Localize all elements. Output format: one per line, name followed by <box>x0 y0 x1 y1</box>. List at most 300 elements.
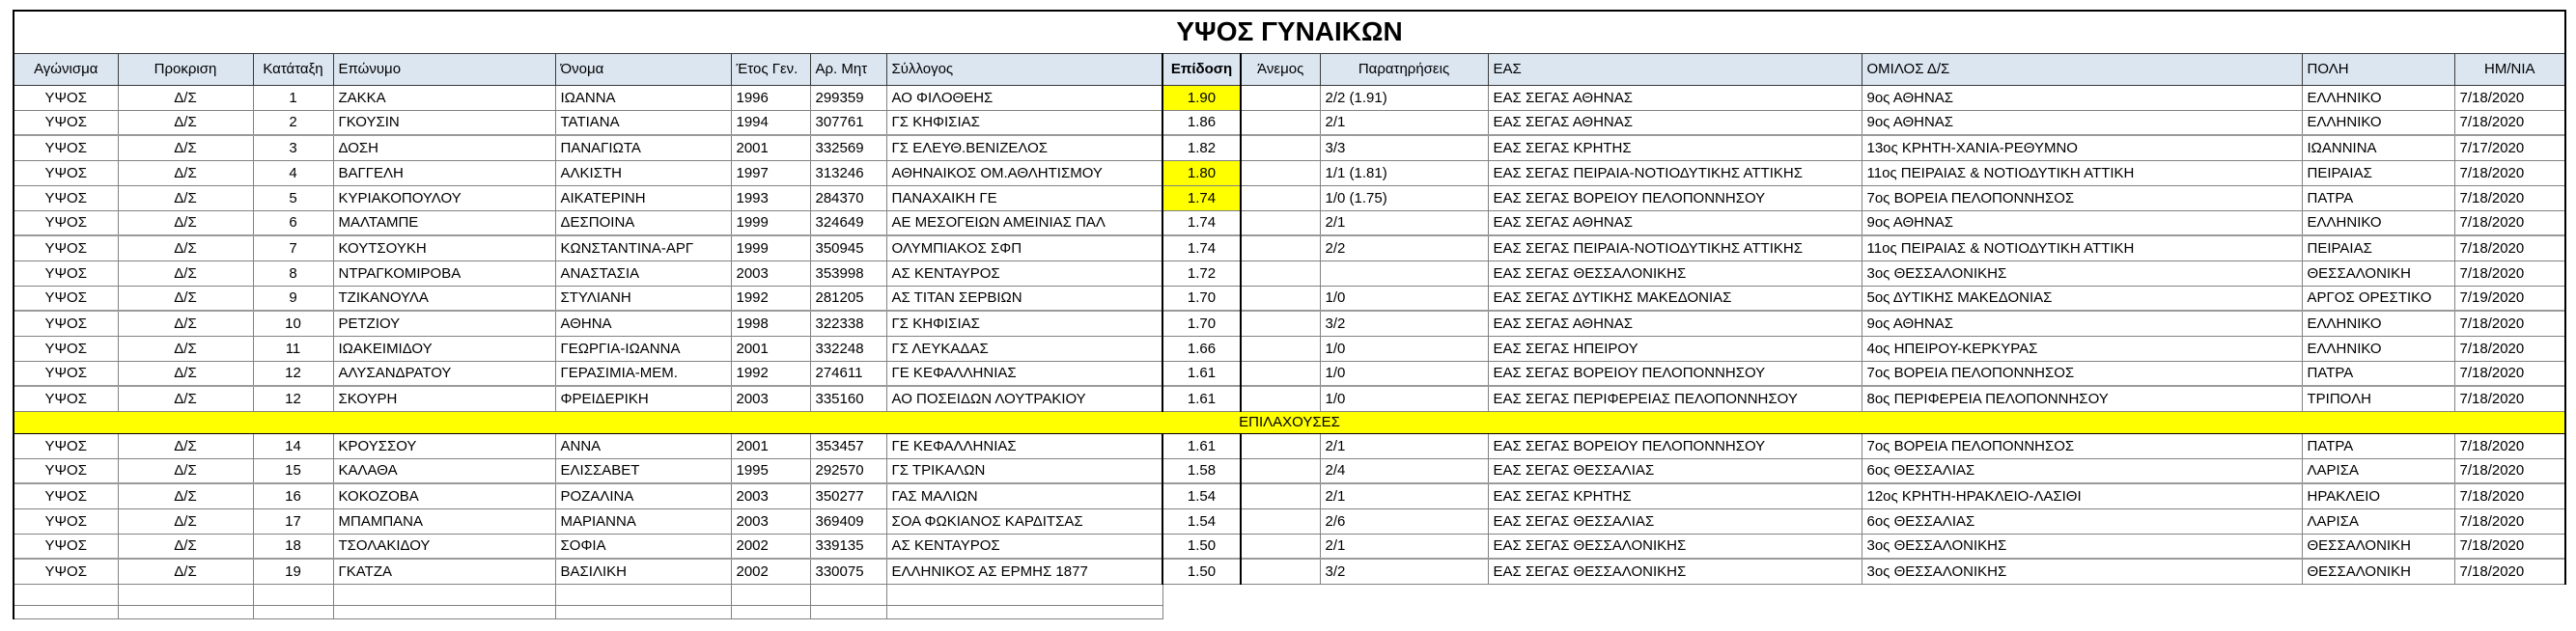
cell-birth-year: 1999 <box>731 210 810 235</box>
column-header: Παρατηρήσεις <box>1320 53 1488 85</box>
cell-qualification: Δ/Σ <box>118 386 253 411</box>
cell-wind <box>1241 210 1320 235</box>
cell-qualification: Δ/Σ <box>118 286 253 311</box>
cell-club-district: 9ος ΑΘΗΝΑΣ <box>1862 311 2302 336</box>
empty-row <box>14 584 2565 605</box>
cell-city: ΙΩΑΝΝΙΝΑ <box>2302 135 2454 160</box>
cell-date: 7/18/2020 <box>2454 210 2565 235</box>
cell-club: ΓΣ ΕΛΕΥΘ.ΒΕΝΙΖΕΛΟΣ <box>886 135 1162 160</box>
empty-cell <box>253 605 333 618</box>
cell-surname: ΚΡΟΥΣΣΟΥ <box>333 433 555 458</box>
cell-first-name: ΕΛΙΣΣΑΒΕΤ <box>555 458 731 483</box>
cell-surname: ΤΖΙΚΑΝΟΥΛΑ <box>333 286 555 311</box>
cell-eas: ΕΑΣ ΣΕΓΑΣ ΑΘΗΝΑΣ <box>1488 210 1862 235</box>
empty-cell <box>14 584 118 605</box>
empty-cell <box>555 605 731 618</box>
cell-city: ΕΛΛΗΝΙΚΟ <box>2302 85 2454 110</box>
results-table <box>13 10 2566 619</box>
cell-performance: 1.80 <box>1162 160 1241 185</box>
cell-club-district: 6ος ΘΕΣΣΑΛΙΑΣ <box>1862 458 2302 483</box>
column-header: Προκριση <box>118 53 253 85</box>
cell-rank: 12 <box>253 361 333 386</box>
table-row <box>14 361 2565 386</box>
cell-wind <box>1241 336 1320 361</box>
cell-birth-year: 2001 <box>731 336 810 361</box>
cell-event: ΥΨΟΣ <box>14 559 118 584</box>
cell-birth-year: 1997 <box>731 160 810 185</box>
cell-eas: ΕΑΣ ΣΕΓΑΣ ΚΡΗΤΗΣ <box>1488 483 1862 508</box>
cell-city: ΕΛΛΗΝΙΚΟ <box>2302 336 2454 361</box>
cell-city: ΠΑΤΡΑ <box>2302 433 2454 458</box>
cell-reg-no: 284370 <box>810 185 886 210</box>
cell-reg-no: 274611 <box>810 361 886 386</box>
cell-birth-year: 2003 <box>731 483 810 508</box>
cell-reg-no: 281205 <box>810 286 886 311</box>
cell-qualification: Δ/Σ <box>118 361 253 386</box>
cell-date: 7/18/2020 <box>2454 361 2565 386</box>
cell-club: ΠΑΝΑΧΑΙΚΗ ΓΕ <box>886 185 1162 210</box>
cell-notes: 2/2 (1.91) <box>1320 85 1488 110</box>
empty-cell <box>1241 584 1320 605</box>
cell-club: ΑΣ ΤΙΤΑΝ ΣΕΡΒΙΩΝ <box>886 286 1162 311</box>
empty-cell <box>731 584 810 605</box>
cell-event: ΥΨΟΣ <box>14 361 118 386</box>
cell-date: 7/18/2020 <box>2454 483 2565 508</box>
column-header: Αρ. Μητ <box>810 53 886 85</box>
cell-event: ΥΨΟΣ <box>14 483 118 508</box>
cell-city: ΕΛΛΗΝΙΚΟ <box>2302 311 2454 336</box>
cell-reg-no: 339135 <box>810 534 886 559</box>
cell-surname: ΚΑΛΑΘΑ <box>333 458 555 483</box>
cell-event: ΥΨΟΣ <box>14 85 118 110</box>
cell-first-name: ΣΟΦΙΑ <box>555 534 731 559</box>
cell-first-name: ΑΘΗΝΑ <box>555 311 731 336</box>
cell-qualification: Δ/Σ <box>118 210 253 235</box>
empty-cell <box>1488 605 1862 618</box>
cell-event: ΥΨΟΣ <box>14 210 118 235</box>
empty-cell <box>1862 605 2302 618</box>
cell-first-name: ΣΤΥΛΙΑΝΗ <box>555 286 731 311</box>
cell-rank: 11 <box>253 336 333 361</box>
cell-surname: ΚΥΡΙΑΚΟΠΟΥΛΟΥ <box>333 185 555 210</box>
column-header: Έτος Γεν. <box>731 53 810 85</box>
cell-surname: ΣΚΟΥΡΗ <box>333 386 555 411</box>
cell-qualification: Δ/Σ <box>118 135 253 160</box>
cell-club-district: 3ος ΘΕΣΣΑΛΟΝΙΚΗΣ <box>1862 534 2302 559</box>
cell-rank: 5 <box>253 185 333 210</box>
cell-wind <box>1241 508 1320 534</box>
cell-date: 7/18/2020 <box>2454 85 2565 110</box>
column-header: Επώνυμο <box>333 53 555 85</box>
cell-date: 7/19/2020 <box>2454 286 2565 311</box>
cell-club-district: 7ος ΒΟΡΕΙΑ ΠΕΛΟΠΟΝΝΗΣΟΣ <box>1862 433 2302 458</box>
column-header: Σύλλογος <box>886 53 1162 85</box>
cell-surname: ΜΑΛΤΑΜΠΕ <box>333 210 555 235</box>
cell-wind <box>1241 286 1320 311</box>
empty-cell <box>731 605 810 618</box>
cell-surname: ΙΩΑΚΕΙΜΙΔΟΥ <box>333 336 555 361</box>
empty-cell <box>810 605 886 618</box>
page-title: ΥΨΟΣ ΓΥΝΑΙΚΩΝ <box>14 11 2565 53</box>
cell-reg-no: 353998 <box>810 261 886 286</box>
cell-qualification: Δ/Σ <box>118 559 253 584</box>
cell-performance: 1.61 <box>1162 386 1241 411</box>
cell-surname: ΑΛΥΣΑΝΔΡΑΤΟΥ <box>333 361 555 386</box>
cell-birth-year: 2003 <box>731 386 810 411</box>
cell-eas: ΕΑΣ ΣΕΓΑΣ ΒΟΡΕΙΟΥ ΠΕΛΟΠΟΝΝΗΣΟΥ <box>1488 361 1862 386</box>
cell-event: ΥΨΟΣ <box>14 433 118 458</box>
cell-first-name: ΚΩΝΣΤΑΝΤΙΝΑ-ΑΡΓ <box>555 235 731 261</box>
empty-cell <box>1162 605 1241 618</box>
cell-surname: ΚΟΚΟΖΟΒΑ <box>333 483 555 508</box>
cell-surname: ΤΣΟΛΑΚΙΔΟΥ <box>333 534 555 559</box>
cell-wind <box>1241 261 1320 286</box>
cell-qualification: Δ/Σ <box>118 483 253 508</box>
cell-notes: 2/4 <box>1320 458 1488 483</box>
cell-city: ΠΕΙΡΑΙΑΣ <box>2302 160 2454 185</box>
cell-eas: ΕΑΣ ΣΕΓΑΣ ΘΕΣΣΑΛΟΝΙΚΗΣ <box>1488 534 1862 559</box>
cell-birth-year: 2002 <box>731 559 810 584</box>
cell-qualification: Δ/Σ <box>118 458 253 483</box>
cell-qualification: Δ/Σ <box>118 235 253 261</box>
cell-rank: 4 <box>253 160 333 185</box>
cell-date: 7/18/2020 <box>2454 433 2565 458</box>
cell-qualification: Δ/Σ <box>118 160 253 185</box>
cell-city: ΘΕΣΣΑΛΟΝΙΚΗ <box>2302 559 2454 584</box>
cell-surname: ΖΑΚΚΑ <box>333 85 555 110</box>
cell-performance: 1.70 <box>1162 286 1241 311</box>
cell-surname: ΝΤΡΑΓΚΟΜΙΡΟΒΑ <box>333 261 555 286</box>
cell-club: ΕΛΛΗΝΙΚΟΣ ΑΣ ΕΡΜΗΣ 1877 <box>886 559 1162 584</box>
cell-city: ΤΡΙΠΟΛΗ <box>2302 386 2454 411</box>
empty-cell <box>886 584 1162 605</box>
cell-event: ΥΨΟΣ <box>14 135 118 160</box>
cell-notes: 1/0 (1.75) <box>1320 185 1488 210</box>
table-row <box>14 534 2565 559</box>
cell-notes: 3/2 <box>1320 311 1488 336</box>
cell-first-name: ΜΑΡΙΑΝΝΑ <box>555 508 731 534</box>
cell-club-district: 8ος ΠΕΡΙΦΕΡΕΙΑ ΠΕΛΟΠΟΝΝΗΣΟΥ <box>1862 386 2302 411</box>
cell-reg-no: 307761 <box>810 110 886 135</box>
cell-event: ΥΨΟΣ <box>14 386 118 411</box>
cell-city: ΕΛΛΗΝΙΚΟ <box>2302 110 2454 135</box>
cell-eas: ΕΑΣ ΣΕΓΑΣ ΒΟΡΕΙΟΥ ΠΕΛΟΠΟΝΝΗΣΟΥ <box>1488 433 1862 458</box>
cell-performance: 1.74 <box>1162 185 1241 210</box>
cell-reg-no: 353457 <box>810 433 886 458</box>
cell-club: ΓΕ ΚΕΦΑΛΛΗΝΙΑΣ <box>886 361 1162 386</box>
cell-eas: ΕΑΣ ΣΕΓΑΣ ΘΕΣΣΑΛΟΝΙΚΗΣ <box>1488 559 1862 584</box>
cell-qualification: Δ/Σ <box>118 508 253 534</box>
cell-club: ΑΟ ΠΟΣΕΙΔΩΝ ΛΟΥΤΡΑΚΙΟΥ <box>886 386 1162 411</box>
column-header: Αγώνισμα <box>14 53 118 85</box>
cell-birth-year: 1998 <box>731 311 810 336</box>
cell-rank: 12 <box>253 386 333 411</box>
cell-reg-no: 335160 <box>810 386 886 411</box>
cell-performance: 1.61 <box>1162 361 1241 386</box>
cell-reg-no: 292570 <box>810 458 886 483</box>
cell-reg-no: 350277 <box>810 483 886 508</box>
cell-notes: 2/6 <box>1320 508 1488 534</box>
table-row <box>14 261 2565 286</box>
cell-event: ΥΨΟΣ <box>14 336 118 361</box>
cell-club: ΓΑΣ ΜΑΛΙΩΝ <box>886 483 1162 508</box>
cell-qualification: Δ/Σ <box>118 185 253 210</box>
cell-wind <box>1241 458 1320 483</box>
cell-rank: 3 <box>253 135 333 160</box>
cell-reg-no: 322338 <box>810 311 886 336</box>
cell-first-name: ΑΝΝΑ <box>555 433 731 458</box>
cell-date: 7/18/2020 <box>2454 160 2565 185</box>
cell-surname: ΔΟΣΗ <box>333 135 555 160</box>
table-row <box>14 559 2565 584</box>
cell-qualification: Δ/Σ <box>118 534 253 559</box>
cell-notes: 3/3 <box>1320 135 1488 160</box>
cell-rank: 18 <box>253 534 333 559</box>
cell-reg-no: 332248 <box>810 336 886 361</box>
cell-rank: 19 <box>253 559 333 584</box>
cell-eas: ΕΑΣ ΣΕΓΑΣ ΑΘΗΝΑΣ <box>1488 311 1862 336</box>
table-row <box>14 458 2565 483</box>
cell-birth-year: 2003 <box>731 261 810 286</box>
cell-performance: 1.50 <box>1162 534 1241 559</box>
cell-birth-year: 1992 <box>731 286 810 311</box>
cell-performance: 1.74 <box>1162 210 1241 235</box>
cell-event: ΥΨΟΣ <box>14 235 118 261</box>
cell-event: ΥΨΟΣ <box>14 508 118 534</box>
cell-date: 7/18/2020 <box>2454 508 2565 534</box>
cell-performance: 1.72 <box>1162 261 1241 286</box>
cell-first-name: ΑΛΚΙΣΤΗ <box>555 160 731 185</box>
cell-eas: ΕΑΣ ΣΕΓΑΣ ΠΕΙΡΑΙΑ-ΝΟΤΙΟΔΥΤΙΚΗΣ ΑΤΤΙΚΗΣ <box>1488 160 1862 185</box>
cell-performance: 1.74 <box>1162 235 1241 261</box>
table-row <box>14 185 2565 210</box>
empty-cell <box>118 584 253 605</box>
table-row <box>14 483 2565 508</box>
cell-event: ΥΨΟΣ <box>14 261 118 286</box>
table-row <box>14 210 2565 235</box>
cell-event: ΥΨΟΣ <box>14 160 118 185</box>
table-row <box>14 508 2565 534</box>
cell-club-district: 9ος ΑΘΗΝΑΣ <box>1862 110 2302 135</box>
cell-notes: 2/1 <box>1320 110 1488 135</box>
cell-club-district: 11ος ΠΕΙΡΑΙΑΣ & ΝΟΤΙΟΔΥΤΙΚΗ ΑΤΤΙΚΗ <box>1862 160 2302 185</box>
cell-reg-no: 313246 <box>810 160 886 185</box>
cell-first-name: ΓΕΡΑΣΙΜΙΑ-ΜΕΜ. <box>555 361 731 386</box>
cell-wind <box>1241 160 1320 185</box>
empty-cell <box>333 584 555 605</box>
cell-club-district: 6ος ΘΕΣΣΑΛΙΑΣ <box>1862 508 2302 534</box>
column-header: ΠΟΛΗ <box>2302 53 2454 85</box>
cell-performance: 1.90 <box>1162 85 1241 110</box>
table-row <box>14 235 2565 261</box>
cell-club: ΑΣ ΚΕΝΤΑΥΡΟΣ <box>886 534 1162 559</box>
cell-notes: 1/1 (1.81) <box>1320 160 1488 185</box>
cell-performance: 1.82 <box>1162 135 1241 160</box>
table-row <box>14 386 2565 411</box>
cell-city: ΕΛΛΗΝΙΚΟ <box>2302 210 2454 235</box>
cell-club-district: 5ος ΔΥΤΙΚΗΣ ΜΑΚΕΔΟΝΙΑΣ <box>1862 286 2302 311</box>
empty-cell <box>1320 605 1488 618</box>
cell-birth-year: 1992 <box>731 361 810 386</box>
cell-city: ΠΑΤΡΑ <box>2302 361 2454 386</box>
cell-qualification: Δ/Σ <box>118 85 253 110</box>
cell-notes: 1/0 <box>1320 286 1488 311</box>
cell-birth-year: 1994 <box>731 110 810 135</box>
cell-city: ΑΡΓΟΣ ΟΡΕΣΤΙΚΟ <box>2302 286 2454 311</box>
cell-birth-year: 2003 <box>731 508 810 534</box>
cell-birth-year: 2001 <box>731 135 810 160</box>
cell-eas: ΕΑΣ ΣΕΓΑΣ ΔΥΤΙΚΗΣ ΜΑΚΕΔΟΝΙΑΣ <box>1488 286 1862 311</box>
reserves-separator-label: ΕΠΙΛΑΧΟΥΣΕΣ <box>14 411 2565 433</box>
cell-notes: 1/0 <box>1320 386 1488 411</box>
empty-cell <box>14 605 118 618</box>
cell-rank: 8 <box>253 261 333 286</box>
cell-first-name: ΡΟΖΑΛΙΝΑ <box>555 483 731 508</box>
cell-wind <box>1241 433 1320 458</box>
cell-notes <box>1320 261 1488 286</box>
table-row <box>14 311 2565 336</box>
table-row <box>14 286 2565 311</box>
separator-row <box>14 411 2565 433</box>
cell-performance: 1.50 <box>1162 559 1241 584</box>
cell-club: ΓΣ ΚΗΦΙΣΙΑΣ <box>886 311 1162 336</box>
table-row <box>14 433 2565 458</box>
cell-first-name: ΙΩΑΝΝΑ <box>555 85 731 110</box>
cell-rank: 14 <box>253 433 333 458</box>
column-header: Όνομα <box>555 53 731 85</box>
empty-cell <box>253 584 333 605</box>
cell-event: ΥΨΟΣ <box>14 311 118 336</box>
cell-city: ΘΕΣΣΑΛΟΝΙΚΗ <box>2302 534 2454 559</box>
cell-date: 7/18/2020 <box>2454 311 2565 336</box>
cell-eas: ΕΑΣ ΣΕΓΑΣ ΘΕΣΣΑΛΙΑΣ <box>1488 508 1862 534</box>
cell-performance: 1.70 <box>1162 311 1241 336</box>
cell-event: ΥΨΟΣ <box>14 286 118 311</box>
cell-club-district: 9ος ΑΘΗΝΑΣ <box>1862 85 2302 110</box>
cell-birth-year: 2002 <box>731 534 810 559</box>
cell-performance: 1.54 <box>1162 508 1241 534</box>
cell-club-district: 4ος ΗΠΕΙΡΟΥ-ΚΕΡΚΥΡΑΣ <box>1862 336 2302 361</box>
cell-rank: 6 <box>253 210 333 235</box>
cell-surname: ΜΠΑΜΠΑΝΑ <box>333 508 555 534</box>
cell-rank: 1 <box>253 85 333 110</box>
cell-first-name: ΑΝΑΣΤΑΣΙΑ <box>555 261 731 286</box>
cell-club-district: 3ος ΘΕΣΣΑΛΟΝΙΚΗΣ <box>1862 261 2302 286</box>
cell-date: 7/18/2020 <box>2454 534 2565 559</box>
cell-rank: 9 <box>253 286 333 311</box>
cell-eas: ΕΑΣ ΣΕΓΑΣ ΚΡΗΤΗΣ <box>1488 135 1862 160</box>
column-header: ΟΜΙΛΟΣ Δ/Σ <box>1862 53 2302 85</box>
cell-notes: 2/1 <box>1320 210 1488 235</box>
cell-birth-year: 1999 <box>731 235 810 261</box>
cell-surname: ΡΕΤΖΙΟΥ <box>333 311 555 336</box>
cell-birth-year: 1996 <box>731 85 810 110</box>
cell-eas: ΕΑΣ ΣΕΓΑΣ ΒΟΡΕΙΟΥ ΠΕΛΟΠΟΝΝΗΣΟΥ <box>1488 185 1862 210</box>
column-header: ΗΜ/ΝΙΑ <box>2454 53 2565 85</box>
cell-city: ΛΑΡΙΣΑ <box>2302 458 2454 483</box>
cell-wind <box>1241 311 1320 336</box>
cell-club: ΣΟΑ ΦΩΚΙΑΝΟΣ ΚΑΡΔΙΤΣΑΣ <box>886 508 1162 534</box>
cell-performance: 1.58 <box>1162 458 1241 483</box>
cell-club-district: 7ος ΒΟΡΕΙΑ ΠΕΛΟΠΟΝΝΗΣΟΣ <box>1862 185 2302 210</box>
column-header: Κατάταξη <box>253 53 333 85</box>
column-header: ΕΑΣ <box>1488 53 1862 85</box>
empty-cell <box>1488 584 1862 605</box>
cell-qualification: Δ/Σ <box>118 261 253 286</box>
empty-cell <box>810 584 886 605</box>
cell-wind <box>1241 185 1320 210</box>
cell-birth-year: 1993 <box>731 185 810 210</box>
cell-eas: ΕΑΣ ΣΕΓΑΣ ΑΘΗΝΑΣ <box>1488 85 1862 110</box>
cell-club-district: 9ος ΑΘΗΝΑΣ <box>1862 210 2302 235</box>
cell-date: 7/18/2020 <box>2454 458 2565 483</box>
cell-date: 7/18/2020 <box>2454 235 2565 261</box>
cell-surname: ΒΑΓΓΕΛΗ <box>333 160 555 185</box>
cell-eas: ΕΑΣ ΣΕΓΑΣ ΗΠΕΙΡΟΥ <box>1488 336 1862 361</box>
cell-surname: ΚΟΥΤΣΟΥΚΗ <box>333 235 555 261</box>
empty-cell <box>886 605 1162 618</box>
cell-wind <box>1241 110 1320 135</box>
cell-club: ΓΕ ΚΕΦΑΛΛΗΝΙΑΣ <box>886 433 1162 458</box>
cell-performance: 1.54 <box>1162 483 1241 508</box>
empty-cell <box>2302 605 2454 618</box>
empty-row <box>14 605 2565 618</box>
empty-cell <box>555 584 731 605</box>
cell-event: ΥΨΟΣ <box>14 458 118 483</box>
cell-performance: 1.86 <box>1162 110 1241 135</box>
cell-performance: 1.66 <box>1162 336 1241 361</box>
table-row <box>14 135 2565 160</box>
cell-eas: ΕΑΣ ΣΕΓΑΣ ΘΕΣΣΑΛΙΑΣ <box>1488 458 1862 483</box>
table-row <box>14 110 2565 135</box>
cell-club: ΑΟ ΦΙΛΟΘΕΗΣ <box>886 85 1162 110</box>
column-header: Άνεμος <box>1241 53 1320 85</box>
cell-reg-no: 369409 <box>810 508 886 534</box>
cell-city: ΠΑΤΡΑ <box>2302 185 2454 210</box>
cell-event: ΥΨΟΣ <box>14 185 118 210</box>
table-row <box>14 336 2565 361</box>
cell-rank: 15 <box>253 458 333 483</box>
cell-club-district: 7ος ΒΟΡΕΙΑ ΠΕΛΟΠΟΝΝΗΣΟΣ <box>1862 361 2302 386</box>
cell-wind <box>1241 85 1320 110</box>
empty-cell <box>1241 605 1320 618</box>
cell-surname: ΓΚΑΤΖΑ <box>333 559 555 584</box>
cell-club: ΑΣ ΚΕΝΤΑΥΡΟΣ <box>886 261 1162 286</box>
cell-date: 7/18/2020 <box>2454 336 2565 361</box>
cell-club: ΟΛΥΜΠΙΑΚΟΣ ΣΦΠ <box>886 235 1162 261</box>
cell-club: ΓΣ ΛΕΥΚΑΔΑΣ <box>886 336 1162 361</box>
cell-date: 7/18/2020 <box>2454 261 2565 286</box>
cell-date: 7/18/2020 <box>2454 559 2565 584</box>
cell-reg-no: 324649 <box>810 210 886 235</box>
cell-date: 7/18/2020 <box>2454 185 2565 210</box>
cell-notes: 2/1 <box>1320 433 1488 458</box>
cell-wind <box>1241 534 1320 559</box>
cell-first-name: ΒΑΣΙΛΙΚΗ <box>555 559 731 584</box>
cell-event: ΥΨΟΣ <box>14 110 118 135</box>
empty-cell <box>1320 584 1488 605</box>
header-row <box>14 53 2565 85</box>
cell-city: ΘΕΣΣΑΛΟΝΙΚΗ <box>2302 261 2454 286</box>
cell-eas: ΕΑΣ ΣΕΓΑΣ ΘΕΣΣΑΛΟΝΙΚΗΣ <box>1488 261 1862 286</box>
empty-cell <box>1862 584 2302 605</box>
cell-notes: 3/2 <box>1320 559 1488 584</box>
cell-reg-no: 299359 <box>810 85 886 110</box>
cell-club-district: 11ος ΠΕΙΡΑΙΑΣ & ΝΟΤΙΟΔΥΤΙΚΗ ΑΤΤΙΚΗ <box>1862 235 2302 261</box>
cell-first-name: ΦΡΕΙΔΕΡΙΚΗ <box>555 386 731 411</box>
cell-date: 7/17/2020 <box>2454 135 2565 160</box>
cell-qualification: Δ/Σ <box>118 336 253 361</box>
